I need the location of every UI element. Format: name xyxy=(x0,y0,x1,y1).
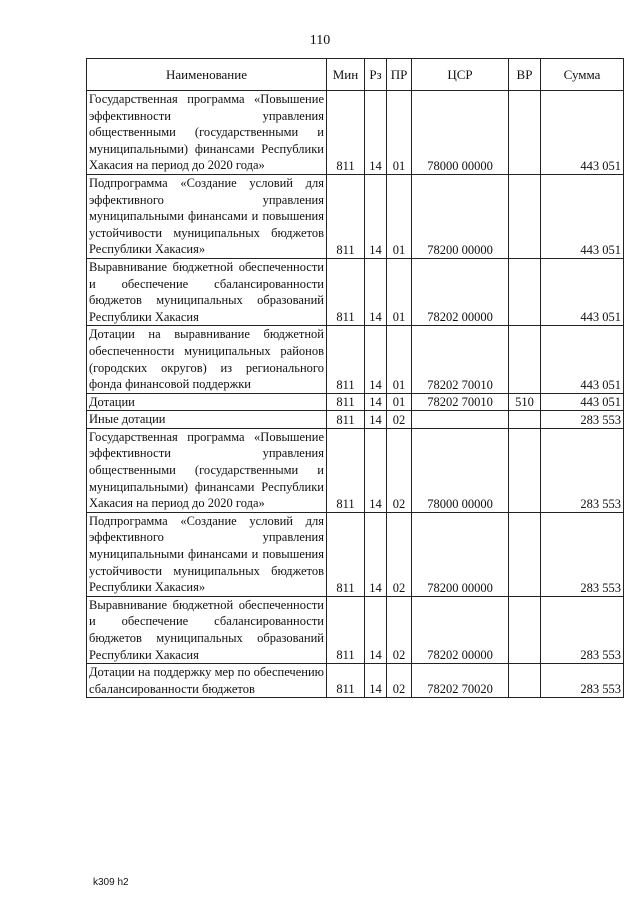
row-csr xyxy=(412,411,509,429)
row-pr: 01 xyxy=(387,174,412,258)
row-min: 811 xyxy=(327,512,365,596)
row-min: 811 xyxy=(327,664,365,698)
row-csr: 78202 70020 xyxy=(412,664,509,698)
row-name: Иные дотации xyxy=(87,411,327,429)
row-name: Выравнивание бюджетной обеспеченности и обеспечение сбалансированности бюджетов муниципальных образований Республики Хакасия xyxy=(87,596,327,663)
row-min: 811 xyxy=(327,174,365,258)
row-rz: 14 xyxy=(365,326,387,393)
row-pr: 01 xyxy=(387,91,412,175)
header-pr: ПР xyxy=(387,59,412,91)
row-vr xyxy=(509,664,541,698)
row-sum: 443 051 xyxy=(541,174,624,258)
table-row xyxy=(87,411,624,429)
table-row xyxy=(87,428,624,512)
row-sum: 443 051 xyxy=(541,393,624,411)
row-pr: 01 xyxy=(387,258,412,325)
header-rz: Рз xyxy=(365,59,387,91)
row-sum: 283 553 xyxy=(541,596,624,663)
row-rz: 14 xyxy=(365,174,387,258)
row-vr xyxy=(509,258,541,325)
row-sum: 283 553 xyxy=(541,428,624,512)
row-vr: 510 xyxy=(509,393,541,411)
row-rz: 14 xyxy=(365,512,387,596)
row-rz: 14 xyxy=(365,664,387,698)
table-row xyxy=(87,512,624,596)
table-header-row xyxy=(87,59,624,91)
table-row xyxy=(87,664,624,698)
row-csr: 78202 70010 xyxy=(412,326,509,393)
row-name: Дотации на выравнивание бюджетной обеспеченности муниципальных районов (городских округов) из регионального фонда финансовой поддержки xyxy=(87,326,327,393)
row-name: Государственная программа «Повышение эффективности управления общественными (государственными и муниципальными) финансами Республики Хакасия на период до 2020 года» xyxy=(87,428,327,512)
row-pr: 02 xyxy=(387,411,412,429)
row-sum: 443 051 xyxy=(541,91,624,175)
row-min: 811 xyxy=(327,411,365,429)
table-row xyxy=(87,326,624,393)
table-row xyxy=(87,91,624,175)
row-csr: 78000 00000 xyxy=(412,91,509,175)
row-vr xyxy=(509,411,541,429)
page-number: 110 xyxy=(309,33,331,48)
row-csr: 78202 00000 xyxy=(412,596,509,663)
header-min: Мин xyxy=(327,59,365,91)
row-pr: 01 xyxy=(387,393,412,411)
row-min: 811 xyxy=(327,393,365,411)
row-vr xyxy=(509,428,541,512)
row-vr xyxy=(509,512,541,596)
header-name: Наименование xyxy=(87,59,327,91)
row-min: 811 xyxy=(327,91,365,175)
row-sum: 283 553 xyxy=(541,512,624,596)
footer-code: k309 h2 xyxy=(93,877,129,888)
row-name: Подпрограмма «Создание условий для эффективного управления муниципальными финансами и повышения устойчивости муниципальных бюджетов Республики Хакасия» xyxy=(87,174,327,258)
row-csr: 78200 00000 xyxy=(412,512,509,596)
row-sum: 443 051 xyxy=(541,258,624,325)
table-row xyxy=(87,393,624,411)
table-row xyxy=(87,596,624,663)
row-rz: 14 xyxy=(365,428,387,512)
row-rz: 14 xyxy=(365,91,387,175)
row-vr xyxy=(509,91,541,175)
row-csr: 78202 00000 xyxy=(412,258,509,325)
row-pr: 02 xyxy=(387,512,412,596)
row-sum: 283 553 xyxy=(541,411,624,429)
row-vr xyxy=(509,596,541,663)
row-min: 811 xyxy=(327,596,365,663)
row-vr xyxy=(509,326,541,393)
row-rz: 14 xyxy=(365,596,387,663)
row-rz: 14 xyxy=(365,393,387,411)
row-rz: 14 xyxy=(365,258,387,325)
row-min: 811 xyxy=(327,326,365,393)
row-csr: 78200 00000 xyxy=(412,174,509,258)
header-csr: ЦСР xyxy=(412,59,509,91)
row-pr: 02 xyxy=(387,664,412,698)
table-row xyxy=(87,174,624,258)
row-pr: 02 xyxy=(387,428,412,512)
row-name: Дотации на поддержку мер по обеспечению сбалансированности бюджетов xyxy=(87,664,327,698)
table-row xyxy=(87,258,624,325)
row-csr: 78202 70010 xyxy=(412,393,509,411)
row-pr: 01 xyxy=(387,326,412,393)
row-pr: 02 xyxy=(387,596,412,663)
row-min: 811 xyxy=(327,258,365,325)
row-name: Дотации xyxy=(87,393,327,411)
row-sum: 283 553 xyxy=(541,664,624,698)
budget-table xyxy=(86,58,624,698)
row-vr xyxy=(509,174,541,258)
row-rz: 14 xyxy=(365,411,387,429)
row-name: Выравнивание бюджетной обеспеченности и обеспечение сбалансированности бюджетов муниципальных образований Республики Хакасия xyxy=(87,258,327,325)
row-name: Государственная программа «Повышение эффективности управления общественными (государственными и муниципальными) финансами Республики Хакасия на период до 2020 года» xyxy=(87,91,327,175)
header-sum: Сумма xyxy=(541,59,624,91)
row-sum: 443 051 xyxy=(541,326,624,393)
header-vr: ВР xyxy=(509,59,541,91)
row-csr: 78000 00000 xyxy=(412,428,509,512)
row-name: Подпрограмма «Создание условий для эффективного управления муниципальными финансами и повышения устойчивости муниципальных бюджетов Республики Хакасия» xyxy=(87,512,327,596)
row-min: 811 xyxy=(327,428,365,512)
